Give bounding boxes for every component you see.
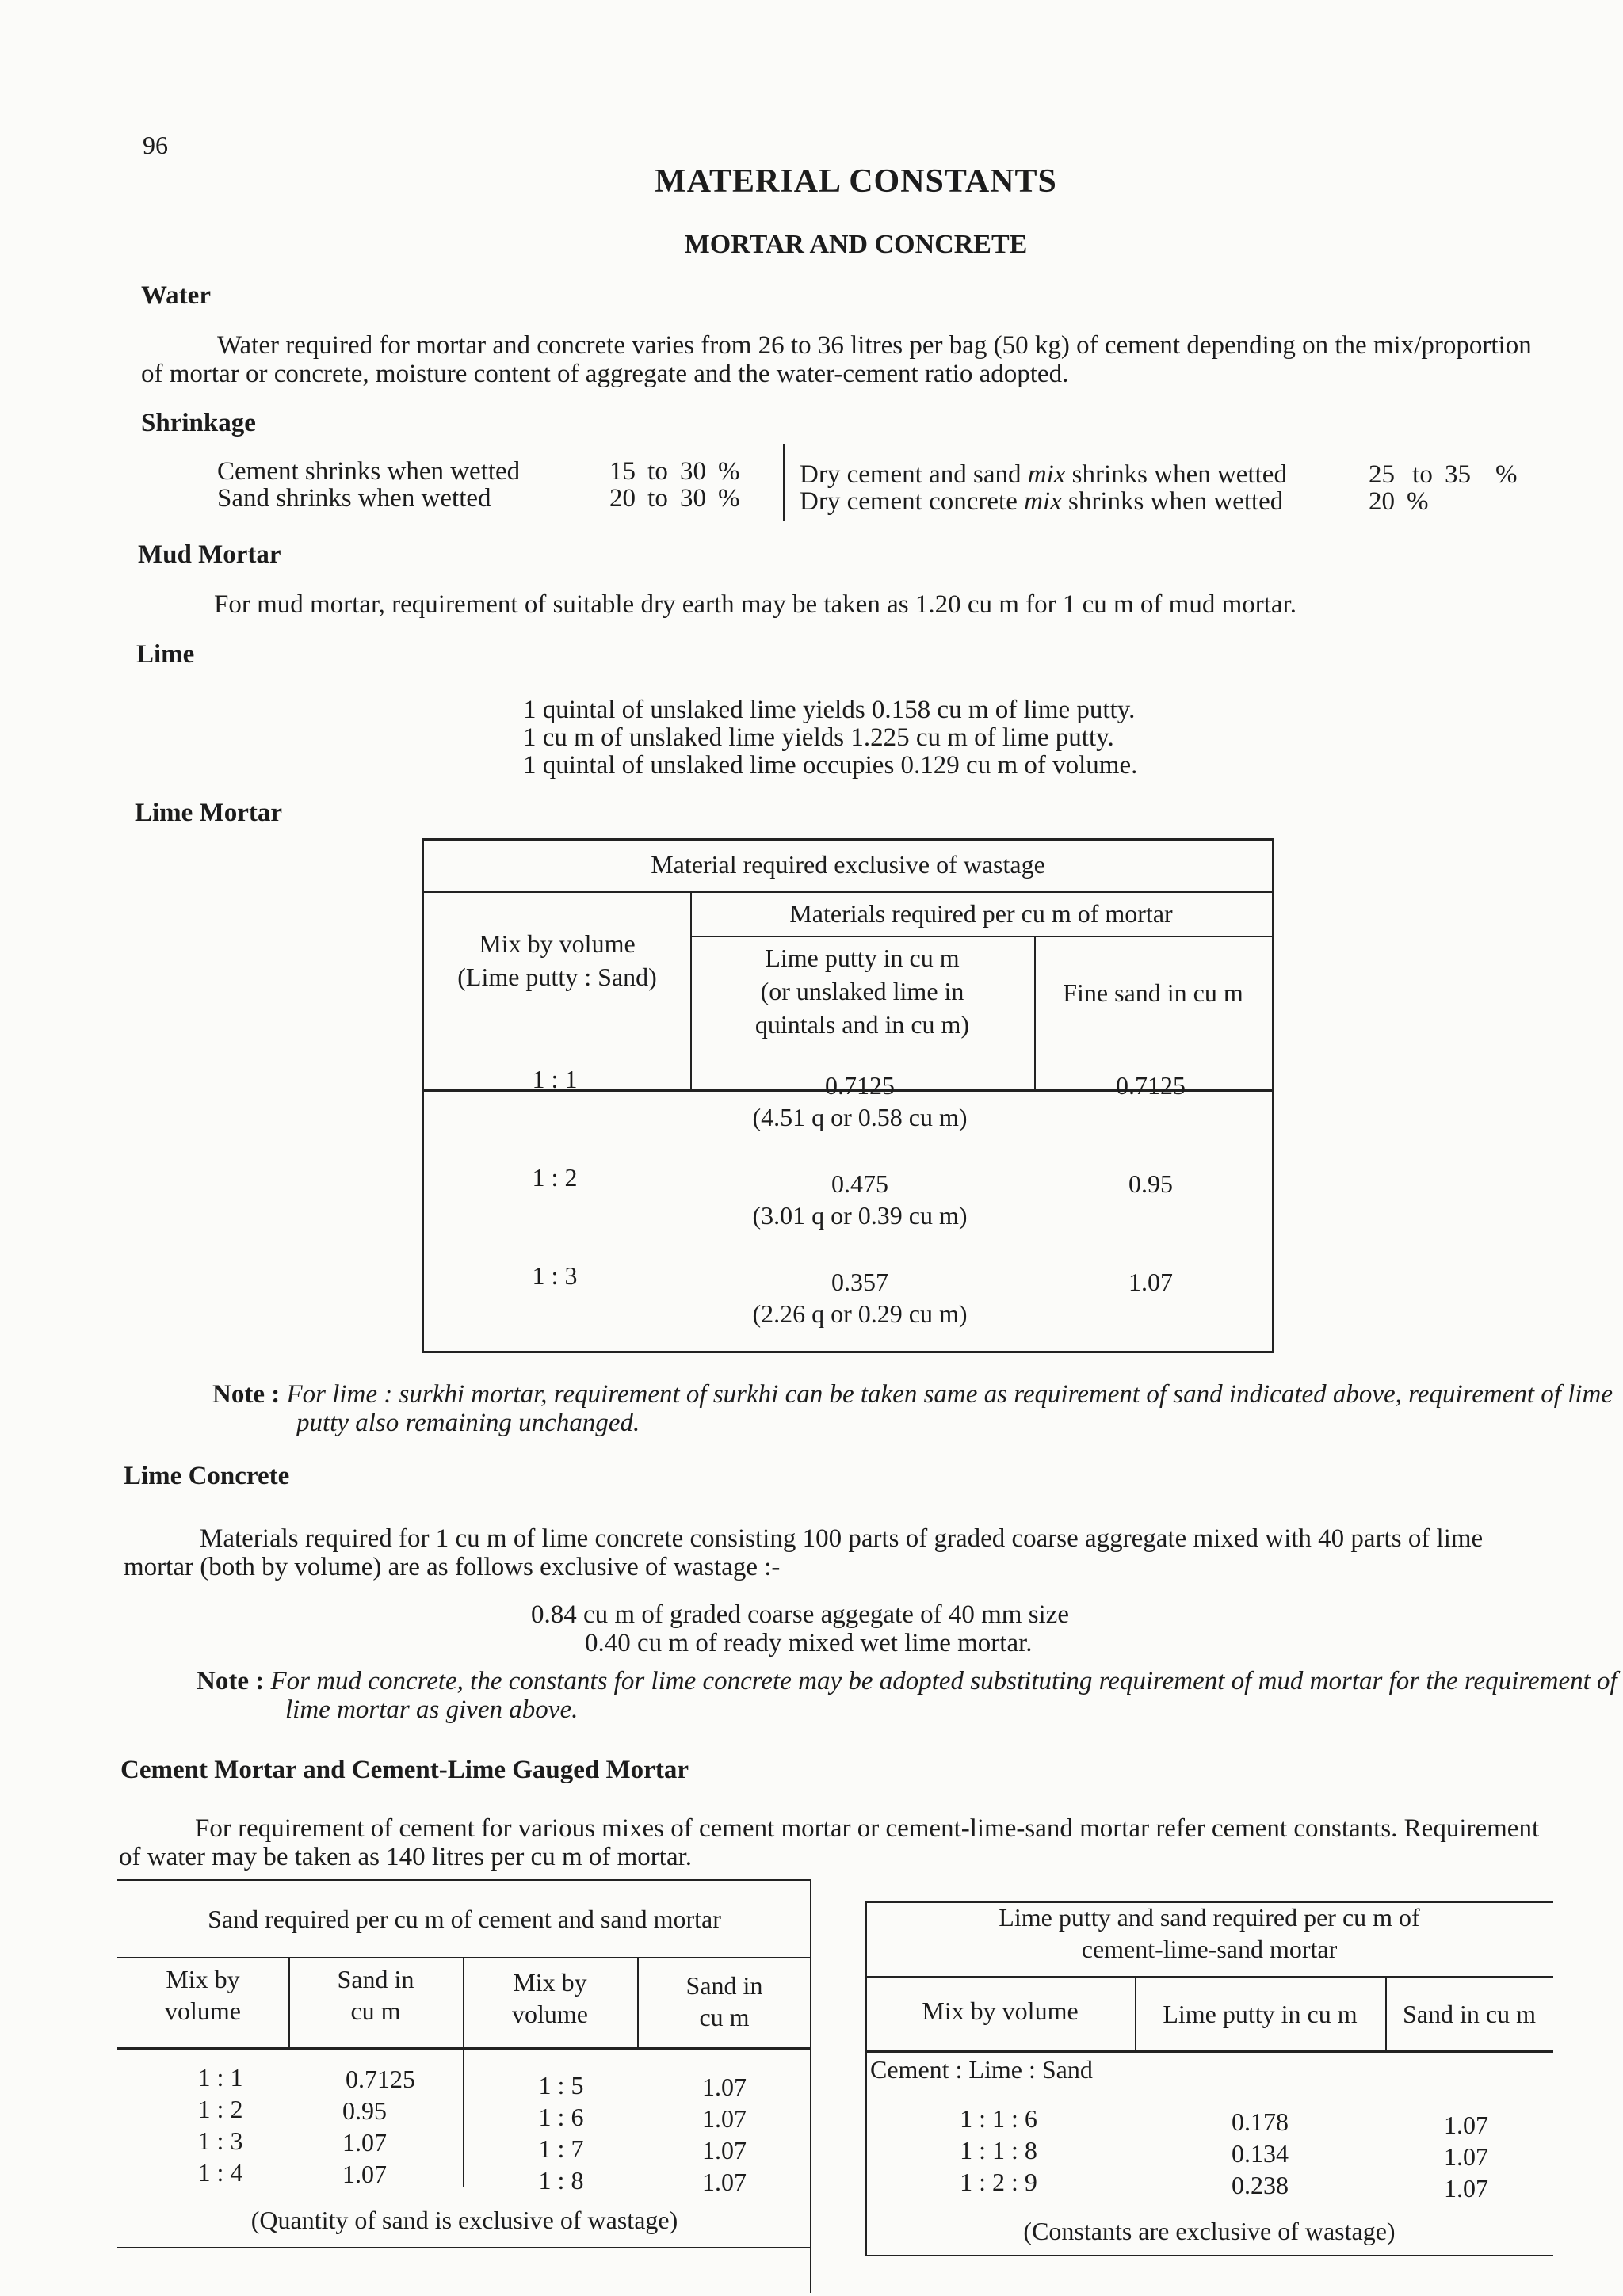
lime-mortar-col1-header: Mix by volume xyxy=(479,929,636,958)
shrinkage-divider xyxy=(783,444,785,521)
mud-mortar-text: For mud mortar, requirement of suitable dry earth may be taken as 1.20 cu m for 1 cu m of mud mortar. xyxy=(214,590,1296,619)
shrinkage-heading: Shrinkage xyxy=(141,409,256,437)
shrinkage-to-word: to xyxy=(1412,460,1433,489)
lime-mortar-col2-header: Lime putty in cu m xyxy=(765,944,960,972)
sand-row-value: 0.7125 xyxy=(346,2065,415,2093)
sand-table-header: Mix by xyxy=(166,1965,240,1993)
sand-table-header: Sand in xyxy=(337,1965,414,1993)
lime-mortar-mix: 1 : 2 xyxy=(532,1163,578,1192)
table-rule xyxy=(690,936,1272,937)
shrinkage-unit: % xyxy=(718,457,740,486)
lime-row-sand: 1.07 xyxy=(1444,2174,1488,2203)
lime-row-sand: 1.07 xyxy=(1444,2142,1488,2171)
lime-table-footnote: (Constants are exclusive of wastage) xyxy=(1023,2217,1396,2245)
sand-table-footnote: (Quantity of sand is exclusive of wastage) xyxy=(250,2206,678,2234)
lime-line: 1 cu m of unslaked lime yields 1.225 cu m of lime putty. xyxy=(523,723,1114,752)
lime-mortar-col2-header: quintals and in cu m) xyxy=(754,1010,970,1039)
note-label: Note : xyxy=(212,1380,281,1409)
shrinkage-mix: mix xyxy=(1024,487,1062,516)
table-rule xyxy=(424,891,1272,893)
sand-table-header: Sand in xyxy=(685,1971,763,2000)
shrinkage-unit: % xyxy=(718,484,740,513)
page-number: 96 xyxy=(143,131,168,159)
shrinkage-pre: Dry cement and sand xyxy=(800,460,1028,489)
water-text: Water required for mortar and concrete varies from 26 to 36 litres per bag (50 kg) of cement depending on the mix/proportion of mortar or concrete, moisture content of aggregate and the water-cement ratio adopted. xyxy=(141,331,1532,388)
sand-row-value: 1.07 xyxy=(702,2104,747,2133)
table-rule xyxy=(865,1976,1553,1978)
shrinkage-to: 30 xyxy=(680,484,706,513)
lime-concrete-line: 0.40 cu m of ready mixed wet lime mortar. xyxy=(585,1629,1033,1657)
sand-row-value: 1.07 xyxy=(702,2073,747,2101)
sand-row-mix: 1 : 5 xyxy=(538,2071,584,2100)
sand-row-value: 0.95 xyxy=(342,2096,387,2125)
shrinkage-pre: Dry cement concrete xyxy=(800,487,1025,516)
lime-mortar-group-header: Materials required per cu m of mortar xyxy=(789,899,1173,928)
sand-row-value: 1.07 xyxy=(342,2160,387,2188)
shrinkage-row xyxy=(796,488,1522,515)
shrinkage-unit: % xyxy=(1407,487,1429,516)
lime-heading: Lime xyxy=(136,640,195,669)
lime-concrete-heading: Lime Concrete xyxy=(124,1462,290,1490)
note-text: For lime : surkhi mortar, requirement of surkhi can be taken same as requirement of sand indicated above, requirement of lime putty also remaining unchanged. xyxy=(286,1380,1613,1437)
lime-concrete-line: 0.84 cu m of graded coarse aggegate of 40 mm size xyxy=(531,1600,1069,1629)
table-rule xyxy=(865,2050,1553,2053)
lime-row-mix: 1 : 1 : 8 xyxy=(960,2136,1037,2164)
sand-row-value: 1.07 xyxy=(702,2136,747,2164)
shrinkage-mix-label xyxy=(796,461,1365,488)
shrinkage-unit: % xyxy=(1495,460,1518,489)
lime-line: 1 quintal of unslaked lime occupies 0.129 cu m of volume. xyxy=(523,751,1138,780)
lime-mortar-putty-sub: (4.51 q or 0.58 cu m) xyxy=(752,1103,968,1131)
cement-mortar-text: For requirement of cement for various mixes of cement mortar or cement-lime-sand mortar refer cement constants. Requirement of water may be taken as 140 litres per cu m of mortar. xyxy=(119,1814,1540,1871)
lime-row-mix: 1 : 1 : 6 xyxy=(960,2104,1037,2133)
sand-row-mix: 1 : 6 xyxy=(538,2103,584,2131)
table-rule xyxy=(1034,936,1036,1089)
sand-row-mix: 1 : 2 xyxy=(197,2095,243,2123)
sand-table-title: Sand required per cu m of cement and sand mortar xyxy=(208,1905,721,1933)
lime-mortar-putty: 0.357 xyxy=(831,1268,888,1296)
sand-row-mix: 1 : 7 xyxy=(538,2134,584,2163)
table-rule xyxy=(117,1957,812,1958)
shrinkage-post: shrinks when wetted xyxy=(1065,460,1287,489)
note-text: For mud concrete, the constants for lime concrete may be adopted substituting requirement of mud mortar for the requirement of lime mortar as given above. xyxy=(270,1667,1617,1724)
shrinkage-right-block xyxy=(796,461,1522,515)
lime-table-title: cement-lime-sand mortar xyxy=(1081,1935,1338,1963)
sand-table-header: cu m xyxy=(350,1997,401,2025)
lime-line: 1 quintal of unslaked lime yields 0.158 cu m of lime putty. xyxy=(523,696,1136,724)
note-label: Note : xyxy=(197,1667,265,1695)
shrinkage-row xyxy=(214,485,745,512)
lime-mortar-col2-header: (or unslaked lime in xyxy=(760,977,964,1005)
lime-mortar-col1-header: (Lime putty : Sand) xyxy=(457,963,657,991)
sand-table-header: cu m xyxy=(699,2003,750,2031)
table-rule xyxy=(117,1879,812,1881)
sand-row-mix: 1 : 4 xyxy=(197,2158,243,2187)
shrinkage-row xyxy=(214,458,745,485)
sand-table-header: Mix by xyxy=(513,1968,587,1997)
shrinkage-label: Cement shrinks when wetted xyxy=(217,457,521,486)
shrinkage-from: 20 xyxy=(1369,487,1395,516)
shrinkage-from: 25 xyxy=(1369,460,1395,489)
lime-mortar-putty: 0.7125 xyxy=(825,1071,895,1100)
sand-row-value: 1.07 xyxy=(342,2128,387,2157)
shrinkage-to: 30 xyxy=(680,457,706,486)
shrinkage-left-table xyxy=(214,458,745,512)
shrinkage-to-word: to xyxy=(647,457,668,486)
lime-table-title: Lime putty and sand required per cu m of xyxy=(999,1903,1420,1932)
lime-mortar-mix: 1 : 1 xyxy=(532,1065,578,1093)
page-subtitle: MORTAR AND CONCRETE xyxy=(684,230,1028,259)
water-heading: Water xyxy=(141,281,211,310)
shrinkage-right-table xyxy=(796,461,1522,515)
lime-mortar-table-title: Material required exclusive of wastage xyxy=(651,850,1045,879)
table-rule xyxy=(117,2047,812,2050)
lime-row-mix: 1 : 2 : 9 xyxy=(960,2168,1037,2196)
sand-table-header: volume xyxy=(165,1997,241,2025)
lime-mortar-note xyxy=(212,1380,1623,1437)
lime-mortar-heading: Lime Mortar xyxy=(135,799,282,827)
sand-row-mix: 1 : 3 xyxy=(197,2126,243,2155)
lime-table-header: Lime putty in cu m xyxy=(1163,2000,1358,2028)
lime-row-sand: 1.07 xyxy=(1444,2111,1488,2139)
sand-row-mix: 1 : 8 xyxy=(538,2166,584,2195)
lime-mortar-putty-sub: (2.26 q or 0.29 cu m) xyxy=(752,1299,968,1328)
page-title: MATERIAL CONSTANTS xyxy=(655,163,1057,200)
lime-mortar-sand: 1.07 xyxy=(1128,1268,1173,1296)
table-rule xyxy=(865,2255,1553,2256)
shrinkage-from: 20 xyxy=(609,484,636,513)
lime-mortar-mix: 1 : 3 xyxy=(532,1261,578,1290)
lime-table-header: Mix by volume xyxy=(922,1997,1079,2025)
cement-mortar-heading: Cement Mortar and Cement-Lime Gauged Mortar xyxy=(120,1756,689,1784)
shrinkage-to: 35 xyxy=(1445,460,1471,489)
shrinkage-from: 15 xyxy=(609,457,636,486)
sand-table-header: volume xyxy=(512,2000,588,2028)
lime-concrete-text: Materials required for 1 cu m of lime concrete consisting 100 parts of graded coarse aggregate mixed with 40 parts of lime mortar (both by volume) are as follows exclusive of wastage :- xyxy=(124,1524,1484,1581)
lime-mortar-putty-sub: (3.01 q or 0.39 cu m) xyxy=(752,1201,968,1230)
sand-row-mix: 1 : 1 xyxy=(197,2063,243,2092)
lime-row-putty: 0.178 xyxy=(1232,2107,1289,2136)
shrinkage-mix: mix xyxy=(1027,460,1066,489)
shrinkage-post: shrinks when wetted xyxy=(1061,487,1284,516)
shrinkage-label: Sand shrinks when wetted xyxy=(217,484,491,513)
shrinkage-row xyxy=(796,461,1522,488)
lime-row-putty: 0.238 xyxy=(1232,2171,1289,2199)
sand-row-value: 1.07 xyxy=(702,2168,747,2196)
shrinkage-left-block xyxy=(214,458,745,512)
lime-mortar-sand: 0.7125 xyxy=(1116,1071,1186,1100)
lime-mortar-sand: 0.95 xyxy=(1128,1169,1173,1198)
shrinkage-mix-label xyxy=(796,488,1365,515)
mud-mortar-heading: Mud Mortar xyxy=(138,540,281,569)
shrinkage-to-word: to xyxy=(647,484,668,513)
lime-mortar-col3-header: Fine sand in cu m xyxy=(1063,978,1243,1007)
lime-row-putty: 0.134 xyxy=(1232,2139,1289,2168)
lime-concrete-note xyxy=(197,1667,1623,1724)
lime-table-header: Sand in cu m xyxy=(1403,2000,1536,2028)
lime-table-subheader: Cement : Lime : Sand xyxy=(870,2055,1093,2084)
table-rule xyxy=(117,2247,812,2248)
lime-mortar-putty: 0.475 xyxy=(831,1169,888,1198)
